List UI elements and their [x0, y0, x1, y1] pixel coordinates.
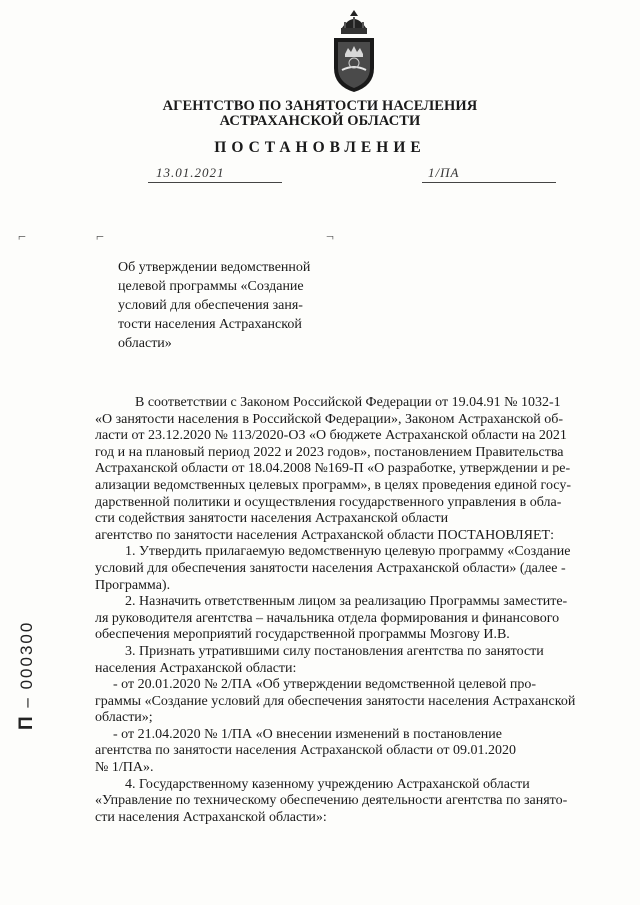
subject-line: Об утверждении ведомственной — [118, 260, 311, 275]
body-line: сти населения Астраханской области»: — [95, 809, 327, 825]
body-line: области»; — [95, 710, 153, 726]
agency-name-line1: АГЕНТСТВО ПО ЗАНЯТОСТИ НАСЕЛЕНИЯ — [162, 98, 478, 114]
body-line: 3. Признать утратившими силу постановления агентства по занятости — [125, 643, 544, 659]
subject-line: целевой программы «Создание — [118, 279, 304, 294]
body-line: сти содействия занятости населения Астраханской области — [95, 511, 449, 527]
date-underline — [148, 182, 282, 183]
corner-mark-mid: ⌐ — [96, 230, 104, 245]
body-line: условий для обеспечения занятости населения Астраханской области» (далее - — [95, 560, 566, 576]
body-line: дарственной политики и осуществления государственного управления в обла- — [95, 494, 562, 510]
body-line: В соответствии с Законом Российской Федерации от 19.04.91 № 1032-1 — [135, 395, 561, 410]
document-body — [95, 395, 620, 826]
body-line: граммы «Создание условий для обеспечения занятости населения Астраханской — [95, 693, 576, 709]
corner-mark-left: ⌐ — [18, 230, 26, 245]
subject-line: области» — [118, 336, 172, 351]
body-line: 4. Государственному казенному учреждению Астраханской области — [125, 776, 530, 792]
body-line: обеспечения мероприятий государственной программы Мозгову И.В. — [95, 627, 510, 643]
registration-prefix: П — [16, 714, 37, 730]
document-type: ПОСТАНОВЛЕНИЕ — [214, 139, 426, 156]
body-line: - от 20.01.2020 № 2/ПА «Об утверждении ведомственной целевой про- — [113, 677, 537, 693]
registration-code — [16, 621, 38, 730]
body-line: агентство по занятости населения Астраханской области ПОСТАНОВЛЯЕТ: — [95, 527, 554, 543]
body-line: 2. Назначить ответственным лицом за реализацию Программы заместите- — [125, 594, 568, 610]
coat-of-arms-icon — [328, 8, 380, 94]
body-line: агентства по занятости населения Астраханской области от 09.01.2020 — [95, 743, 516, 759]
corner-mark-right: ¬ — [326, 230, 334, 245]
body-line: населения Астраханской области: — [95, 660, 297, 676]
agency-name-line2: АСТРАХАНСКОЙ ОБЛАСТИ — [219, 113, 421, 129]
registration-number: 000300 — [17, 620, 36, 690]
body-line: ля руководителя агентства – начальника отдела формирования и финансового — [95, 610, 560, 626]
subject-block — [118, 258, 330, 353]
registration-dash: – — [17, 696, 36, 708]
body-line: ализации ведомственных целевых программ», в целях проведения единой госу- — [95, 477, 571, 493]
body-line: - от 21.04.2020 № 1/ПА «О внесении изменений в постановление — [113, 726, 502, 742]
document-date: 13.01.2021 — [156, 165, 225, 180]
body-line: «О занятости населения в Российской Федерации», Законом Астраханской об- — [95, 411, 564, 427]
subject-line: условий для обеспечения заня- — [118, 298, 303, 313]
body-line: 1. Утвердить прилагаемую ведомственную целевую программу «Создание — [125, 544, 571, 560]
subject-line: тости населения Астраханской — [118, 317, 302, 332]
body-line: Программа). — [95, 577, 171, 593]
body-line: «Управление по техническому обеспечению деятельности агентства по занято- — [95, 793, 568, 809]
body-line: год и на плановый период 2022 и 2023 годов», постановлением Правительства — [95, 444, 564, 460]
body-line: № 1/ПА». — [95, 760, 154, 776]
body-line: ласти от 23.12.2020 № 113/2020-ОЗ «О бюджете Астраханской области на 2021 — [95, 428, 567, 444]
document-number: 1/ПА — [428, 165, 460, 180]
body-line: Астраханской области от 18.04.2008 №169-П «О разработке, утверждении и ре- — [95, 461, 571, 477]
number-underline — [422, 182, 556, 183]
